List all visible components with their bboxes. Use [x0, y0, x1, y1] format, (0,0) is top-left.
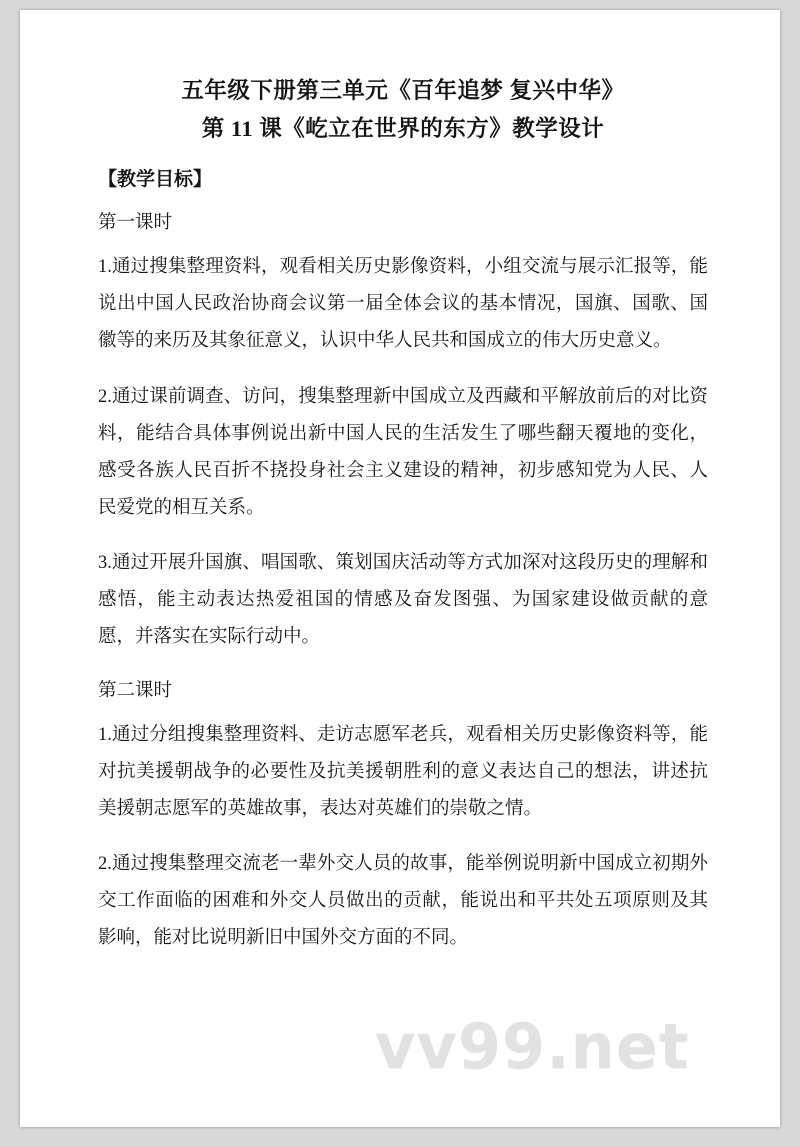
lesson-1-objective-3: 3.通过开展升国旗、唱国歌、策划国庆活动等方式加深对这段历史的理解和感悟，能主动表达热爱祖国的情感及奋发图强、为国家建设做贡献的意愿，并落实在实际行动中。	[98, 553, 708, 647]
watermark: vv99.net	[375, 1010, 690, 1083]
page-title-line-2: 第 11 课《屹立在世界的东方》教学设计	[201, 116, 605, 141]
section-heading-teaching-objectives: 【教学目标】	[98, 169, 213, 190]
document-page	[20, 10, 780, 1127]
page-title	[98, 72, 708, 148]
lesson-2-objective-2: 2.通过搜集整理交流老一辈外交人员的故事，能举例说明新中国成立初期外交工作面临的困难和外交人员做出的贡献，能说出和平共处五项原则及其影响，能对比说明新旧中国外交方面的不同。	[98, 854, 708, 948]
lesson-2-label: 第二课时	[98, 680, 173, 701]
lesson-1-objective-2: 2.通过课前调查、访问，搜集整理新中国成立及西藏和平解放前后的对比资料，能结合具体事例说出新中国人民的生活发生了哪些翻天覆地的变化，感受各族人民百折不挠投身社会主义建设的精神，初步感知党为人民、人民爱党的相互关系。	[98, 386, 708, 518]
lesson-2-objective-1: 1.通过分组搜集整理资料、走访志愿军老兵，观看相关历史影像资料等，能对抗美援朝战争的必要性及抗美援朝胜利的意义表达自己的想法，讲述抗美援朝志愿军的英雄故事，表达对英雄们的崇敬之情。	[98, 724, 708, 819]
lesson-1-objective-1: 1.通过搜集整理资料，观看相关历史影像资料，小组交流与展示汇报等，能说出中国人民政治协商会议第一届全体会议的基本情况，国旗、国歌、国徽等的来历及其象征意义，认识中华人民共和国成立的伟大历史意义。	[98, 257, 708, 351]
page-title-line-1: 五年级下册第三单元《百年追梦 复兴中华》	[181, 78, 625, 103]
lesson-1-label: 第一课时	[98, 213, 173, 233]
document-body	[98, 72, 708, 976]
